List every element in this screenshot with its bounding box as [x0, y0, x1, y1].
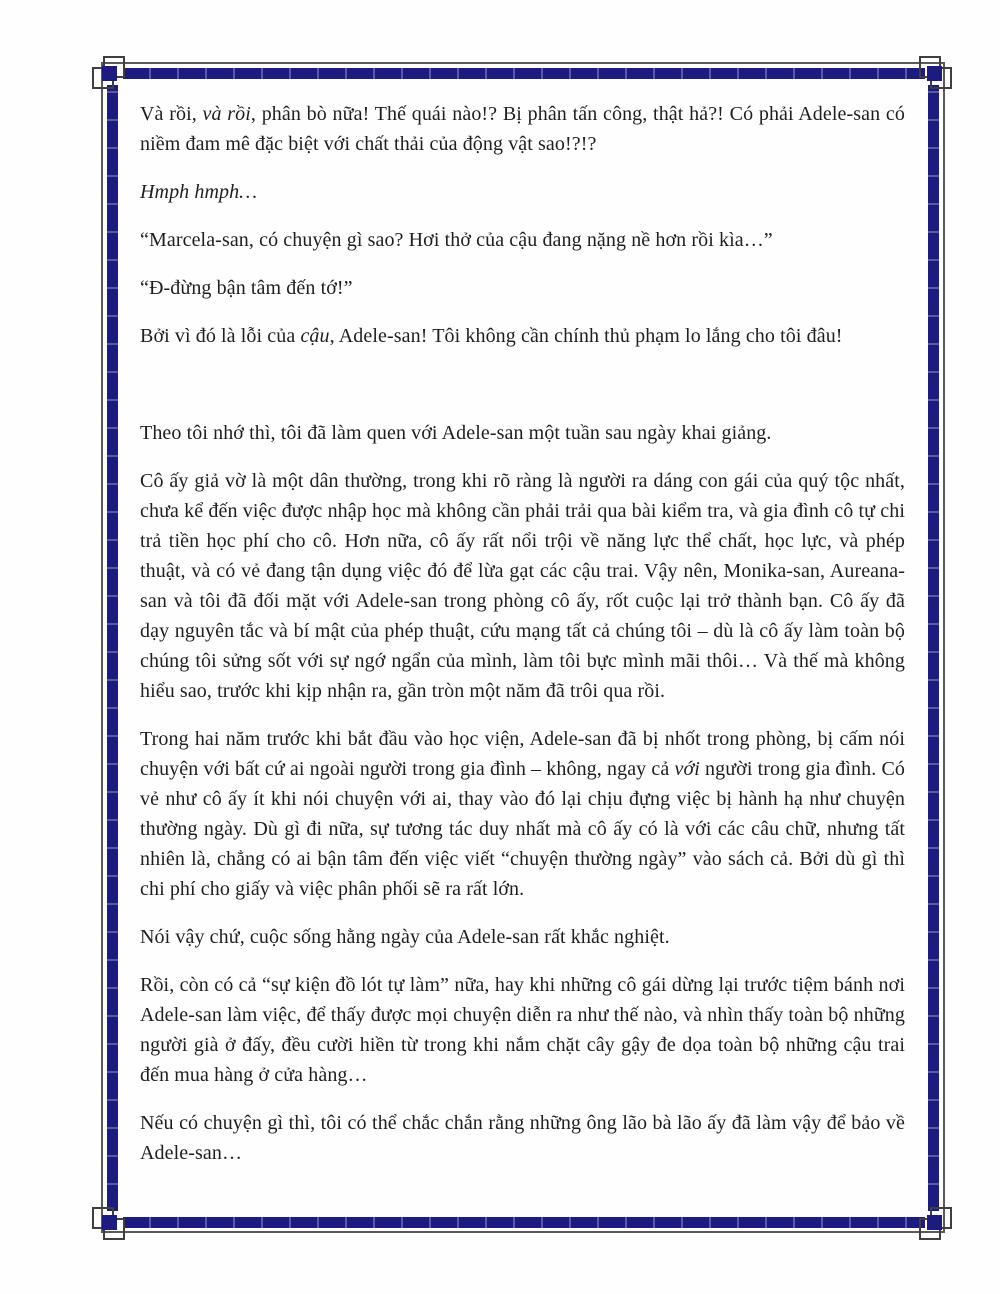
paragraph	[140, 99, 905, 159]
text-run: Bởi vì đó là lỗi của	[140, 325, 301, 347]
text-run: “Marcela-san, có chuyện gì sao? Hơi thở của cậu đang nặng nề hơn rồi kìa…”	[140, 229, 773, 251]
paragraph	[140, 724, 905, 904]
border-band-top	[123, 68, 925, 79]
paragraph	[140, 970, 905, 1090]
paragraph	[140, 1108, 905, 1168]
paragraph	[140, 418, 905, 448]
scene-break	[140, 369, 905, 418]
text-run: Theo tôi nhớ thì, tôi đã làm quen với Adele-san một tuần sau ngày khai giảng.	[140, 422, 772, 444]
text-run: Cô ấy giả vờ là một dân thường, trong khi rõ ràng là người ra dáng con gái của quý tộc nhất, chưa kể đến việc được nhập học mà không cần phải trải qua bài kiểm tra, và gia đình cô tự chi trả tiền học phí cho cô. Hơn nữa, cô ấy rất nổi trội về năng lực thể chất, học lực, và phép thuật, và có vẻ đang tận dụng việc đó để lừa gạt các cậu trai. Vậy nên, Monika-san, Aureana-san và tôi đã đối mặt với Adele-san trong phòng cô ấy, rốt cuộc lại trở thành bạn. Cô ấy đã dạy nguyên tắc và bí mật của phép thuật, cứu mạng tất cả chúng tôi – dù là cô ấy làm toàn bộ chúng tôi sửng sốt với sự ngớ ngẩn của mình, làm tôi bực mình mãi thôi… Và thế mà không hiểu sao, trước khi kịp nhận ra, gần tròn một năm đã trôi qua rồi.	[140, 470, 905, 702]
text-run: Nói vậy chứ, cuộc sống hằng ngày của Adele-san rất khắc nghiệt.	[140, 926, 670, 948]
text-run: cậu	[300, 325, 330, 347]
text-run: , Adele-san! Tôi không cần chính thủ phạm lo lắng cho tôi đâu!	[329, 325, 843, 347]
text-run: Hmph hmph…	[140, 181, 258, 203]
paragraph	[140, 466, 905, 706]
text-run: , phân bò nữa! Thế quái nào!? Bị phân tấn công, thật hả?! Có phải Adele-san có niềm đam mê đặc biệt với chất thải của động vật sao!?!?	[140, 103, 905, 155]
border-band-left	[107, 85, 118, 1211]
paragraph	[140, 321, 905, 351]
text-run: Trong hai năm trước khi bắt đầu vào học viện, Adele-san đã bị nhốt trong phòng, bị cấm nói chuyện với bất cứ ai ngoài người trong gia đình – không, ngay cả	[140, 728, 905, 780]
paragraph	[140, 177, 905, 207]
corner-ornament-top-right	[915, 55, 953, 93]
text-run: người trong gia đình. Có vẻ như cô ấy ít khi nói chuyện với ai, thay vào đó lại chịu đựng việc bị hành hạ như chuyện thường ngày. Dù gì đi nữa, sự tương tác duy nhất mà cô ấy có là với các câu chữ, nhưng tất nhiên là, chẳng có ai bận tâm đến việc viết “chuyện thường ngày” vào sách cả. Bởi dù gì thì chi phí cho giấy và việc phân phối sẽ ra rất lớn.	[140, 758, 905, 900]
text-run: Rồi, còn có cả “sự kiện đồ lót tự làm” nữa, hay khi những cô gái dừng lại trước tiệm bánh nơi Adele-san làm việc, để thấy được mọi chuyện diễn ra như thế nào, và nhìn thấy toàn bộ những người già ở đấy, đều cười hiền từ trong khi nắm chặt cây gậy đe dọa toàn bộ những cậu trai đến mua hàng ở cửa hàng…	[140, 974, 905, 1086]
corner-ornament-bottom-right	[915, 1203, 953, 1241]
document-body	[140, 99, 905, 1186]
text-run: “Đ-đừng bận tâm đến tớ!”	[140, 277, 353, 299]
paragraph	[140, 225, 905, 255]
corner-square-filled	[927, 1215, 942, 1230]
paragraph	[140, 922, 905, 952]
text-run: Nếu có chuyện gì thì, tôi có thể chắc chắn rằng những ông lão bà lão ấy đã làm vậy để bảo về Adele-san…	[140, 1112, 905, 1164]
corner-square-filled	[102, 66, 117, 81]
corner-square-filled	[927, 66, 942, 81]
corner-ornament-bottom-left	[91, 1203, 129, 1241]
text-run: Và rồi,	[140, 103, 203, 125]
border-band-right	[928, 85, 939, 1211]
corner-square-filled	[102, 1215, 117, 1230]
border-band-bottom	[123, 1217, 925, 1228]
text-run: và rồi	[202, 103, 251, 125]
text-run: với	[674, 758, 700, 780]
paragraph	[140, 273, 905, 303]
corner-ornament-top-left	[91, 55, 129, 93]
